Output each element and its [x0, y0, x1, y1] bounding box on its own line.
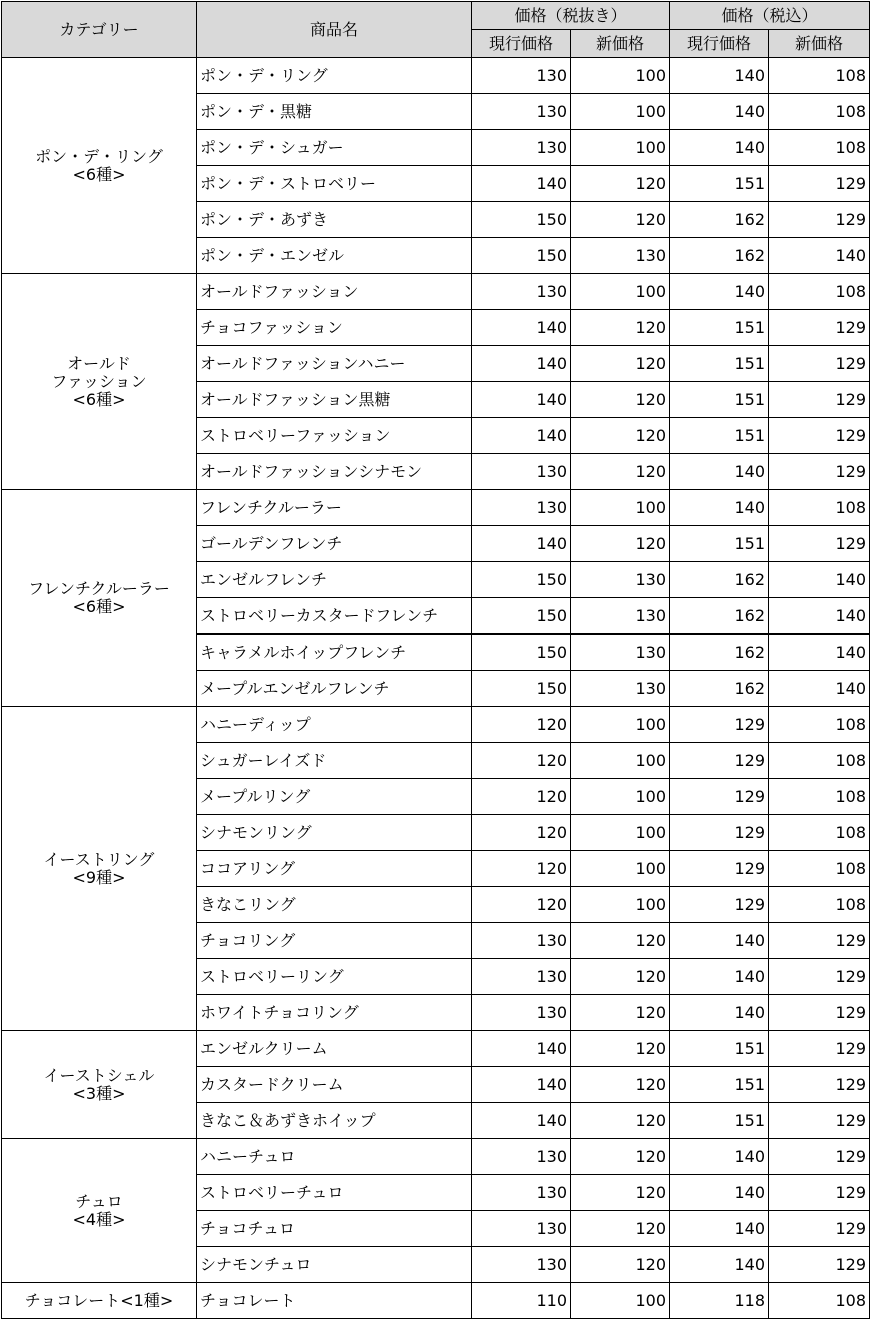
category-label: ポン・デ・リング	[35, 146, 163, 166]
price-in-new: 140	[769, 671, 870, 707]
price-ex-new: 120	[571, 346, 670, 382]
table-row	[2, 707, 870, 743]
price-in-new: 140	[769, 598, 870, 635]
price-in-current: 140	[670, 58, 769, 94]
price-ex-new: 120	[571, 526, 670, 562]
price-in-new: 129	[769, 1247, 870, 1283]
product-name: チョコリング	[197, 923, 472, 959]
price-in-current: 140	[670, 995, 769, 1031]
price-ex-new: 100	[571, 743, 670, 779]
price-ex-current: 130	[472, 1139, 571, 1175]
product-name: ポン・デ・リング	[197, 58, 472, 94]
price-in-current: 151	[670, 1067, 769, 1103]
price-ex-new: 120	[571, 454, 670, 490]
price-in-new: 108	[769, 1283, 870, 1319]
price-ex-current: 130	[472, 1175, 571, 1211]
price-in-new: 108	[769, 707, 870, 743]
price-ex-current: 130	[472, 923, 571, 959]
price-in-new: 108	[769, 94, 870, 130]
price-in-new: 108	[769, 779, 870, 815]
product-name: ポン・デ・黒糖	[197, 94, 472, 130]
product-name: ハニーディップ	[197, 707, 472, 743]
price-ex-new: 100	[571, 274, 670, 310]
price-in-new: 129	[769, 959, 870, 995]
price-in-current: 151	[670, 418, 769, 454]
price-in-current: 140	[670, 1175, 769, 1211]
price-ex-new: 120	[571, 1031, 670, 1067]
product-name: オールドファッションシナモン	[197, 454, 472, 490]
price-ex-current: 130	[472, 274, 571, 310]
price-ex-current: 150	[472, 202, 571, 238]
product-name: カスタードクリーム	[197, 1067, 472, 1103]
price-in-new: 108	[769, 887, 870, 923]
product-name: ポン・デ・エンゼル	[197, 238, 472, 274]
price-in-current: 151	[670, 382, 769, 418]
price-in-current: 151	[670, 1031, 769, 1067]
price-ex-current: 120	[472, 851, 571, 887]
category-label: チョコレート<1種>	[24, 1290, 174, 1310]
category-label: チュロ	[75, 1191, 123, 1211]
price-ex-new: 100	[571, 707, 670, 743]
price-in-current: 129	[670, 851, 769, 887]
price-ex-current: 120	[472, 743, 571, 779]
price-in-new: 129	[769, 1067, 870, 1103]
header-ex-new: 新価格	[571, 30, 670, 58]
price-ex-current: 140	[472, 166, 571, 202]
price-in-current: 129	[670, 779, 769, 815]
price-in-current: 162	[670, 671, 769, 707]
price-ex-new: 120	[571, 1247, 670, 1283]
table-row	[2, 274, 870, 310]
price-ex-new: 120	[571, 1211, 670, 1247]
price-ex-new: 100	[571, 815, 670, 851]
header-price-in-tax: 価格（税込）	[670, 2, 870, 30]
product-name: ストロベリーリング	[197, 959, 472, 995]
price-in-new: 108	[769, 130, 870, 166]
category-label: <9種>	[72, 867, 126, 887]
header-in-new: 新価格	[769, 30, 870, 58]
price-in-current: 162	[670, 238, 769, 274]
product-name: シナモンリング	[197, 815, 472, 851]
price-in-current: 162	[670, 598, 769, 635]
price-in-current: 118	[670, 1283, 769, 1319]
price-ex-current: 120	[472, 779, 571, 815]
price-ex-new: 100	[571, 851, 670, 887]
price-ex-new: 120	[571, 310, 670, 346]
price-ex-current: 140	[472, 418, 571, 454]
price-in-new: 129	[769, 995, 870, 1031]
price-ex-new: 120	[571, 959, 670, 995]
price-ex-current: 140	[472, 1103, 571, 1139]
price-in-current: 151	[670, 1103, 769, 1139]
price-in-new: 129	[769, 418, 870, 454]
price-in-current: 140	[670, 959, 769, 995]
price-ex-current: 130	[472, 490, 571, 526]
price-ex-current: 120	[472, 815, 571, 851]
price-ex-new: 120	[571, 418, 670, 454]
product-name: メープルエンゼルフレンチ	[197, 671, 472, 707]
price-ex-current: 130	[472, 1211, 571, 1247]
price-in-current: 140	[670, 454, 769, 490]
price-ex-new: 120	[571, 1067, 670, 1103]
table-body	[2, 58, 870, 1319]
price-table	[1, 1, 870, 1319]
table-row	[2, 490, 870, 526]
table-row	[2, 1283, 870, 1319]
price-in-new: 140	[769, 634, 870, 671]
price-in-new: 108	[769, 58, 870, 94]
table-header	[2, 2, 870, 58]
price-ex-current: 140	[472, 526, 571, 562]
price-in-current: 140	[670, 1247, 769, 1283]
price-ex-new: 120	[571, 923, 670, 959]
product-name: チョコチュロ	[197, 1211, 472, 1247]
category-label: イーストシェル	[43, 1065, 155, 1085]
price-in-new: 129	[769, 1103, 870, 1139]
price-ex-current: 120	[472, 887, 571, 923]
price-in-new: 129	[769, 310, 870, 346]
price-ex-new: 120	[571, 202, 670, 238]
price-ex-new: 100	[571, 490, 670, 526]
category-label: <6種>	[72, 164, 126, 184]
price-ex-current: 150	[472, 238, 571, 274]
header-ex-current: 現行価格	[472, 30, 571, 58]
price-ex-new: 100	[571, 94, 670, 130]
price-ex-current: 150	[472, 598, 571, 635]
price-ex-new: 120	[571, 1175, 670, 1211]
category-cell	[2, 1283, 197, 1319]
header-in-current: 現行価格	[670, 30, 769, 58]
price-in-current: 140	[670, 130, 769, 166]
category-cell	[2, 1031, 197, 1139]
product-name: ストロベリーカスタードフレンチ	[197, 598, 472, 635]
price-ex-current: 130	[472, 454, 571, 490]
price-in-current: 129	[670, 887, 769, 923]
price-ex-new: 100	[571, 779, 670, 815]
product-name: エンゼルクリーム	[197, 1031, 472, 1067]
price-in-new: 108	[769, 274, 870, 310]
category-cell	[2, 707, 197, 1031]
product-name: ココアリング	[197, 851, 472, 887]
category-label: <6種>	[72, 597, 126, 616]
price-ex-new: 120	[571, 166, 670, 202]
price-ex-new: 120	[571, 1139, 670, 1175]
category-label: フレンチクルーラー	[28, 579, 170, 598]
product-name: ポン・デ・ストロベリー	[197, 166, 472, 202]
product-name: ホワイトチョコリング	[197, 995, 472, 1031]
price-in-current: 129	[670, 743, 769, 779]
price-ex-current: 120	[472, 707, 571, 743]
price-ex-current: 140	[472, 346, 571, 382]
category-label: <6種>	[72, 389, 126, 409]
price-in-current: 140	[670, 1211, 769, 1247]
category-label: <4種>	[72, 1209, 126, 1229]
price-in-new: 108	[769, 743, 870, 779]
price-ex-current: 130	[472, 1247, 571, 1283]
price-in-current: 140	[670, 923, 769, 959]
product-name: エンゼルフレンチ	[197, 562, 472, 598]
price-ex-new: 120	[571, 1103, 670, 1139]
price-ex-new: 100	[571, 1283, 670, 1319]
table-row	[2, 1031, 870, 1067]
price-in-new: 129	[769, 923, 870, 959]
price-ex-new: 130	[571, 238, 670, 274]
header-product: 商品名	[197, 2, 472, 58]
price-ex-new: 120	[571, 382, 670, 418]
price-in-new: 108	[769, 851, 870, 887]
product-name: きなこ＆あずきホイップ	[197, 1103, 472, 1139]
price-in-current: 162	[670, 202, 769, 238]
category-label: ファッション	[51, 371, 147, 391]
price-in-new: 129	[769, 346, 870, 382]
product-name: ポン・デ・あずき	[197, 202, 472, 238]
price-ex-new: 100	[571, 58, 670, 94]
price-in-new: 140	[769, 562, 870, 598]
price-in-new: 129	[769, 382, 870, 418]
product-name: シュガーレイズド	[197, 743, 472, 779]
category-cell	[2, 274, 197, 490]
price-in-new: 108	[769, 490, 870, 526]
category-label: <3種>	[72, 1083, 126, 1103]
price-in-new: 129	[769, 202, 870, 238]
price-in-new: 129	[769, 526, 870, 562]
price-ex-current: 140	[472, 382, 571, 418]
price-in-current: 162	[670, 634, 769, 671]
product-name: シナモンチュロ	[197, 1247, 472, 1283]
price-in-new: 129	[769, 454, 870, 490]
price-ex-current: 110	[472, 1283, 571, 1319]
category-label: オールド	[67, 353, 131, 373]
product-name: ポン・デ・シュガー	[197, 130, 472, 166]
product-name: フレンチクルーラー	[197, 490, 472, 526]
price-in-current: 151	[670, 526, 769, 562]
price-ex-new: 130	[571, 634, 670, 671]
price-in-new: 129	[769, 1211, 870, 1247]
product-name: チョコファッション	[197, 310, 472, 346]
price-ex-current: 140	[472, 310, 571, 346]
price-in-new: 129	[769, 1139, 870, 1175]
category-label: イーストリング	[43, 849, 155, 869]
price-ex-new: 120	[571, 995, 670, 1031]
price-in-new: 129	[769, 166, 870, 202]
price-ex-current: 130	[472, 94, 571, 130]
product-name: オールドファッション黒糖	[197, 382, 472, 418]
product-name: ハニーチュロ	[197, 1139, 472, 1175]
price-in-current: 151	[670, 166, 769, 202]
price-in-current: 140	[670, 94, 769, 130]
header-price-ex-tax: 価格（税抜き）	[472, 2, 670, 30]
price-in-new: 129	[769, 1031, 870, 1067]
product-name: ストロベリーファッション	[197, 418, 472, 454]
header-category: カテゴリー	[2, 2, 197, 58]
price-ex-current: 130	[472, 130, 571, 166]
price-in-current: 151	[670, 346, 769, 382]
category-cell	[2, 490, 197, 707]
price-in-current: 140	[670, 274, 769, 310]
product-name: オールドファッション	[197, 274, 472, 310]
price-in-current: 162	[670, 562, 769, 598]
table-row	[2, 1139, 870, 1175]
price-ex-current: 150	[472, 562, 571, 598]
price-in-current: 129	[670, 707, 769, 743]
price-in-current: 129	[670, 815, 769, 851]
price-in-current: 151	[670, 310, 769, 346]
product-name: キャラメルホイップフレンチ	[197, 634, 472, 671]
table-row	[2, 58, 870, 94]
price-in-new: 129	[769, 1175, 870, 1211]
price-ex-new: 100	[571, 130, 670, 166]
product-name: オールドファッションハニー	[197, 346, 472, 382]
product-name: ゴールデンフレンチ	[197, 526, 472, 562]
price-ex-current: 130	[472, 995, 571, 1031]
price-ex-current: 140	[472, 1031, 571, 1067]
product-name: メープルリング	[197, 779, 472, 815]
price-ex-current: 150	[472, 671, 571, 707]
price-ex-new: 130	[571, 562, 670, 598]
price-ex-current: 140	[472, 1067, 571, 1103]
category-cell	[2, 1139, 197, 1283]
price-ex-current: 130	[472, 959, 571, 995]
product-name: ストロベリーチュロ	[197, 1175, 472, 1211]
price-ex-current: 130	[472, 58, 571, 94]
price-in-new: 140	[769, 238, 870, 274]
price-ex-new: 100	[571, 887, 670, 923]
price-in-new: 108	[769, 815, 870, 851]
price-ex-new: 130	[571, 598, 670, 635]
price-ex-current: 150	[472, 634, 571, 671]
price-in-current: 140	[670, 1139, 769, 1175]
price-in-current: 140	[670, 490, 769, 526]
category-cell	[2, 58, 197, 274]
price-ex-new: 130	[571, 671, 670, 707]
product-name: きなこリング	[197, 887, 472, 923]
product-name: チョコレート	[197, 1283, 472, 1319]
